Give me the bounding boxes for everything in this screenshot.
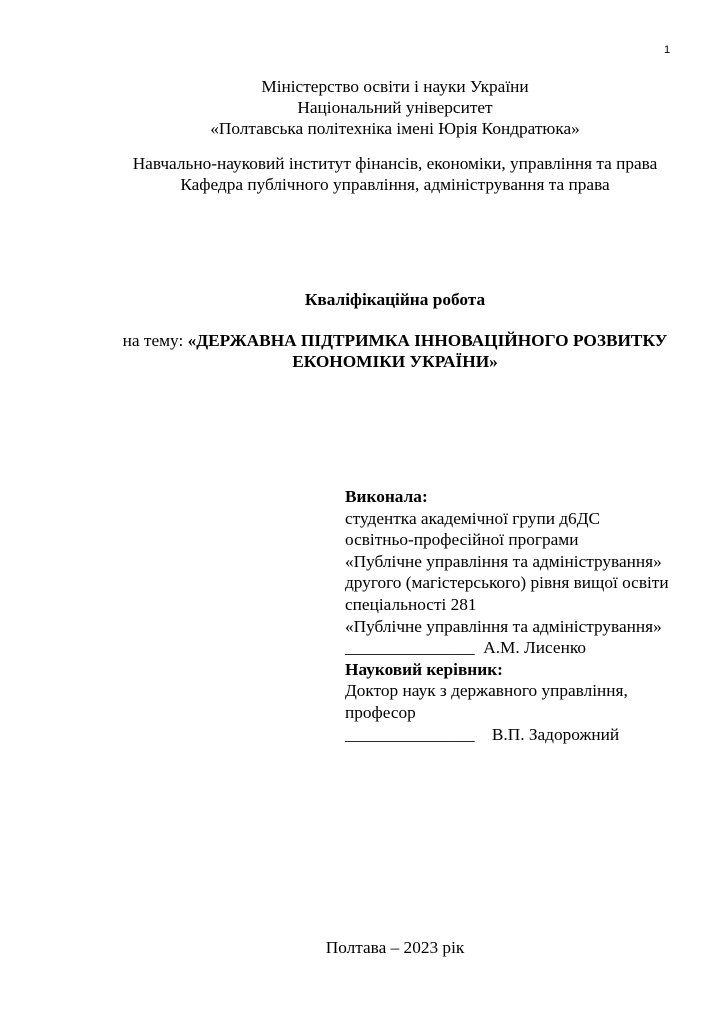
department-header xyxy=(0,153,724,195)
author-signature-blank: _______________ xyxy=(345,638,475,658)
university: Національний університет xyxy=(297,98,493,117)
author-line: «Публічне управління та адміністрування» xyxy=(345,551,662,571)
theme-line-1: «ДЕРЖАВНА ПІДТРИМКА ІННОВАЦІЙНОГО РОЗВИТКУ xyxy=(187,331,668,350)
city-year: Полтава – 2023 рік xyxy=(325,938,465,957)
author-block xyxy=(345,486,669,745)
author-label: Виконала: xyxy=(345,487,428,506)
university-name: «Полтавська політехніка імені Юрія Кондратюка» xyxy=(210,119,580,138)
author-line: спеціальності 281 xyxy=(345,594,477,614)
author-line: «Публічне управління та адміністрування» xyxy=(345,616,662,636)
author-line: освітньо-професійної програми xyxy=(345,530,579,550)
supervisor-label: Науковий керівник: xyxy=(345,659,503,679)
institute: Навчально-науковий інститут фінансів, економіки, управління та права xyxy=(132,154,658,173)
supervisor-signature-blank: _______________ xyxy=(345,724,475,744)
work-type: Кваліфікаційна робота xyxy=(304,290,486,309)
author-line: другого (магістерського) рівня вищої освіти xyxy=(345,573,669,593)
author-line: студентка академічної групи д6ДС xyxy=(345,508,601,528)
institution-header xyxy=(0,76,724,139)
department: Кафедра публічного управління, адміністрування та права xyxy=(180,175,610,194)
theme-line-2: ЕКОНОМІКИ УКРАЇНИ» xyxy=(292,352,498,371)
author-name: А.М. Лисенко xyxy=(483,638,586,658)
theme-prefix: на тему: xyxy=(122,331,188,350)
page-number: 1 xyxy=(664,44,671,56)
ministry: Міністерство освіти і науки України xyxy=(261,77,529,96)
theme xyxy=(0,330,724,372)
supervisor-line: професор xyxy=(345,702,416,722)
supervisor-name: В.П. Задорожний xyxy=(491,724,620,744)
supervisor-line: Доктор наук з державного управління, xyxy=(345,681,628,701)
